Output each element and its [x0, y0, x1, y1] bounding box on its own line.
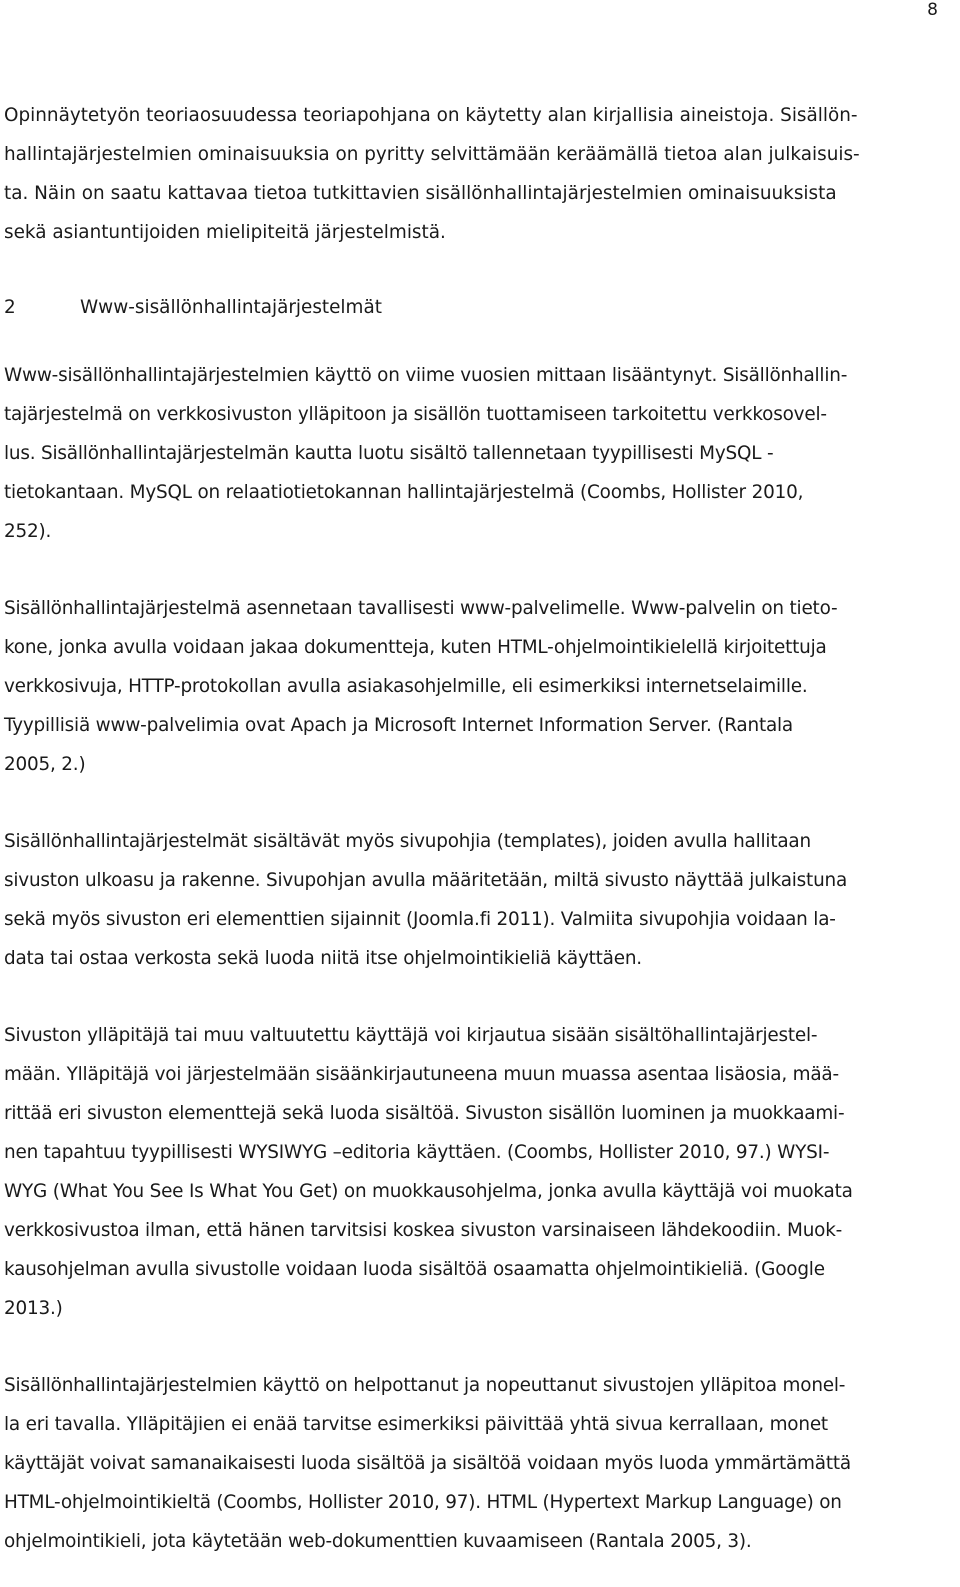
- text-line: Opinnäytetyön teoriaosuudessa teoriapohjana on käytetty alan kirjallisia aineistoja. Sisällön-: [4, 105, 858, 126]
- text-line: rittää eri sivuston elementtejä sekä luoda sisältöä. Sivuston sisällön luominen ja muokkaami-: [4, 1103, 845, 1124]
- body-paragraph: [4, 356, 948, 551]
- text-line: data tai ostaa verkosta sekä luoda niitä itse ohjelmointikieliä käyttäen.: [4, 948, 642, 969]
- text-line: Sivuston ylläpitäjä tai muu valtuutettu käyttäjä voi kirjautua sisään sisältöhallintajärjestel-: [4, 1025, 818, 1046]
- text-line: HTML-ohjelmointikieltä (Coombs, Hollister 2010, 97). HTML (Hypertext Markup Language) on: [4, 1492, 842, 1513]
- text-line: Sisällönhallintajärjestelmä asennetaan tavallisesti www-palvelimelle. Www-palvelin on tieto-: [4, 598, 838, 619]
- text-line: la eri tavalla. Ylläpitäjien ei enää tarvitse esimerkiksi päivittää yhtä sivua kerrallaan, monet: [4, 1414, 828, 1435]
- text-line: WYG (What You See Is What You Get) on muokkausohjelma, jonka avulla käyttäjä voi muokata: [4, 1181, 853, 1202]
- text-line: Tyypillisiä www-palvelimia ovat Apach ja Microsoft Internet Information Server. (Rantala: [4, 715, 793, 736]
- intro-paragraph: [4, 96, 948, 252]
- section-number: 2: [4, 297, 16, 318]
- text-line: Www-sisällönhallintajärjestelmien käyttö on viime vuosien mittaan lisääntynyt. Sisällönhallin-: [4, 365, 848, 386]
- body-paragraph: [4, 1016, 948, 1328]
- text-line: tietokantaan. MySQL on relaatiotietokannan hallintajärjestelmä (Coombs, Hollister 2010,: [4, 482, 804, 503]
- document-body: [4, 96, 948, 1561]
- body-paragraph: [4, 589, 948, 784]
- text-line: sekä asiantuntijoiden mielipiteitä järjestelmistä.: [4, 222, 446, 243]
- text-line: kausohjelman avulla sivustolle voidaan luoda sisältöä osaamatta ohjelmointikieliä. (Google: [4, 1259, 825, 1280]
- text-line: käyttäjät voivat samanaikaisesti luoda sisältöä ja sisältöä voidaan myös luoda ymmärtämättä: [4, 1453, 851, 1474]
- body-paragraph: [4, 822, 948, 978]
- page-number: 8: [927, 0, 938, 20]
- text-line: ta. Näin on saatu kattavaa tietoa tutkittavien sisällönhallintajärjestelmien ominaisuuksista: [4, 183, 837, 204]
- text-line: hallintajärjestelmien ominaisuuksia on pyritty selvittämään keräämällä tietoa alan julkaisuis-: [4, 144, 860, 165]
- text-line: ohjelmointikieli, jota käytetään web-dokumenttien kuvaamiseen (Rantala 2005, 3).: [4, 1531, 752, 1552]
- text-line: lus. Sisällönhallintajärjestelmän kautta luotu sisältö tallennetaan tyypillisesti MySQL -: [4, 443, 774, 464]
- section-heading: [4, 288, 948, 327]
- section-title: Www-sisällönhallintajärjestelmät: [80, 297, 382, 318]
- text-line: tajärjestelmä on verkkosivuston ylläpitoon ja sisällön tuottamiseen tarkoitettu verkkosovel-: [4, 404, 827, 425]
- text-line: verkkosivustoa ilman, että hänen tarvitsisi koskea sivuston varsinaiseen lähdekoodiin. Muok-: [4, 1220, 843, 1241]
- body-paragraph: [4, 1366, 948, 1561]
- text-line: verkkosivuja, HTTP-protokollan avulla asiakasohjelmille, eli esimerkiksi internetselaimille.: [4, 676, 808, 697]
- text-line: nen tapahtuu tyypillisesti WYSIWYG –editoria käyttäen. (Coombs, Hollister 2010, 97.) WYSI-: [4, 1142, 830, 1163]
- text-line: 2005, 2.): [4, 754, 86, 775]
- text-line: kone, jonka avulla voidaan jakaa dokumentteja, kuten HTML-ohjelmointikielellä kirjoitettuja: [4, 637, 827, 658]
- text-line: Sisällönhallintajärjestelmien käyttö on helpottanut ja nopeuttanut sivustojen ylläpitoa monel-: [4, 1375, 846, 1396]
- text-line: 252).: [4, 521, 52, 542]
- text-line: sekä myös sivuston eri elementtien sijainnit (Joomla.fi 2011). Valmiita sivupohjia voidaan la-: [4, 909, 836, 930]
- text-line: Sisällönhallintajärjestelmät sisältävät myös sivupohjia (templates), joiden avulla hallitaan: [4, 831, 811, 852]
- text-line: sivuston ulkoasu ja rakenne. Sivupohjan avulla määritetään, miltä sivusto näyttää julkaistuna: [4, 870, 848, 891]
- text-line: 2013.): [4, 1298, 63, 1319]
- text-line: mään. Ylläpitäjä voi järjestelmään sisäänkirjautuneena muun muassa asentaa lisäosia, mää-: [4, 1064, 839, 1085]
